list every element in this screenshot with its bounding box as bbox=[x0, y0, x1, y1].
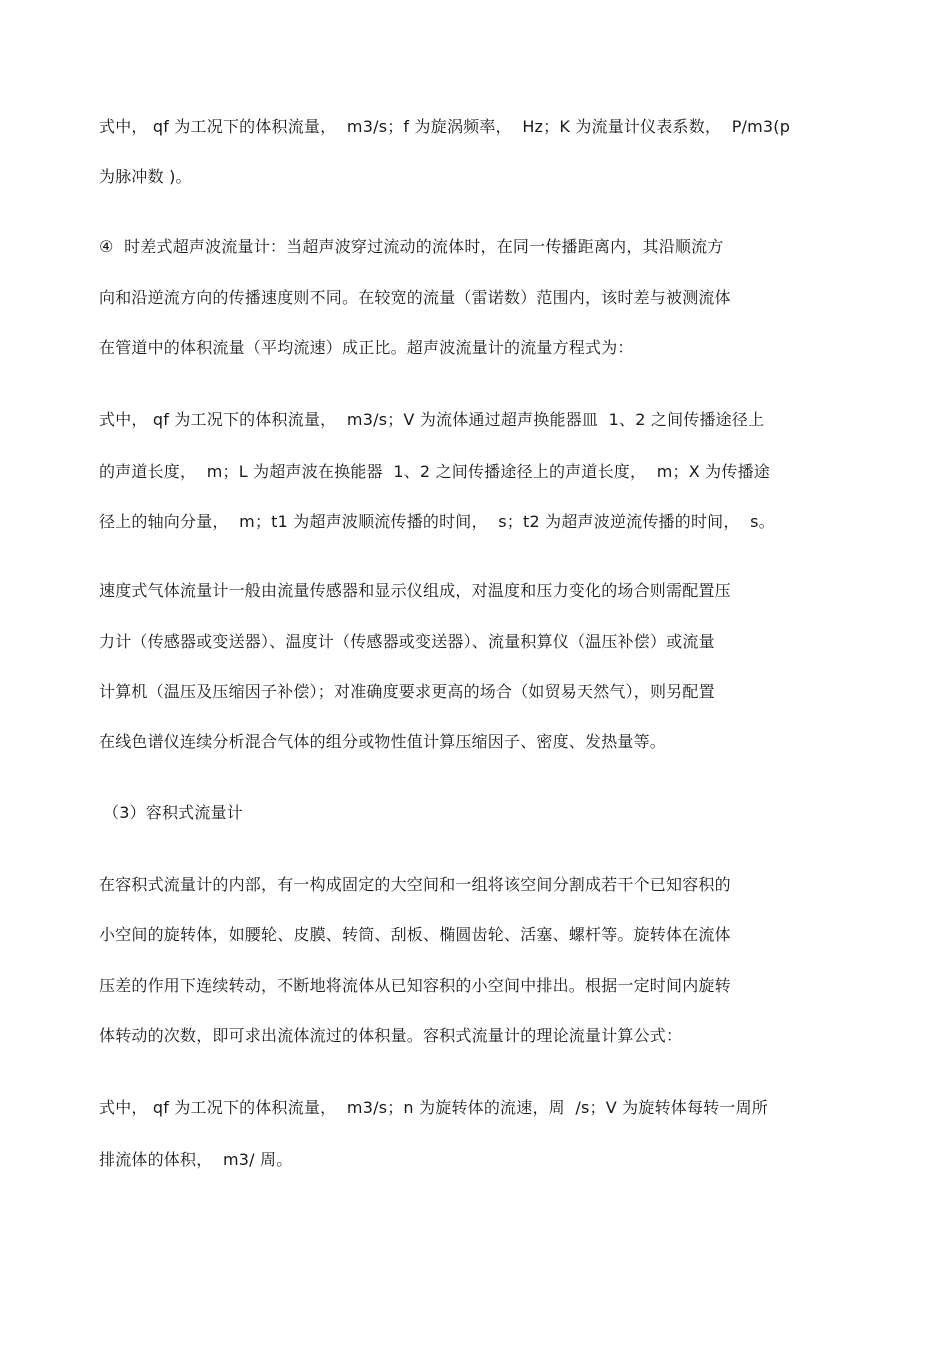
text-line: 径上的轴向分量， m；t1 为超声波顺流传播的时间， s；t2 为超声波逆流传播的时间， s。 bbox=[99, 512, 775, 531]
text-line: 小空间的旋转体，如腰轮、皮膜、转筒、刮板、椭圆齿轮、活塞、螺杆等。旋转体在流体 bbox=[99, 925, 731, 944]
text-line: 速度式气体流量计一般由流量传感器和显示仪组成，对温度和压力变化的场合则需配置压 bbox=[99, 581, 731, 600]
text-line: 排流体的体积， m3/ 周。 bbox=[99, 1150, 293, 1169]
text-line: 在容积式流量计的内部，有一构成固定的大空间和一组将该空间分割成若干个已知容积的 bbox=[99, 875, 731, 894]
text-line: 为脉冲数 )。 bbox=[99, 167, 192, 186]
text-line: ④ 时差式超声波流量计：当超声波穿过流动的流体时，在同一传播距离内，其沿顺流方 bbox=[99, 237, 724, 256]
text-line: 式中， qf 为工况下的体积流量， m3/s；V 为流体通过超声换能器皿 1、2 之间传播途径上 bbox=[99, 410, 765, 429]
text-line: 的声道长度， m；L 为超声波在换能器 1、2 之间传播途径上的声道长度， m；X 为传播途 bbox=[99, 462, 770, 481]
text-line: 计算机（温压及压缩因子补偿）；对准确度要求更高的场合（如贸易天然气），则另配置 bbox=[99, 682, 715, 701]
section-heading: （3）容积式流量计 bbox=[103, 803, 243, 822]
text-line: 式中， qf 为工况下的体积流量， m3/s；n 为旋转体的流速，周 /s；V 为旋转体每转一周所 bbox=[99, 1098, 768, 1117]
text-line: 力计（传感器或变送器）、温度计（传感器或变送器）、流量积算仪（温压补偿）或流量 bbox=[99, 632, 715, 651]
text-line: 式中， qf 为工况下的体积流量， m3/s；f 为旋涡频率， Hz；K 为流量计仪表系数， P/m3(p bbox=[99, 117, 791, 136]
text-line: 向和沿逆流方向的传播速度则不同。在较宽的流量（雷诺数）范围内，该时差与被测流体 bbox=[99, 288, 731, 307]
text-line: 在线色谱仪连续分析混合气体的组分或物性值计算压缩因子、密度、发热量等。 bbox=[99, 732, 667, 751]
text-line: 在管道中的体积流量（平均流速）成正比。超声波流量计的流量方程式为： bbox=[99, 338, 634, 357]
text-line: 体转动的次数，即可求出流体流过的体积量。容积式流量计的理论流量计算公式： bbox=[99, 1026, 683, 1045]
text-line: 压差的作用下连续转动，不断地将流体从已知容积的小空间中排出。根据一定时间内旋转 bbox=[99, 976, 731, 995]
